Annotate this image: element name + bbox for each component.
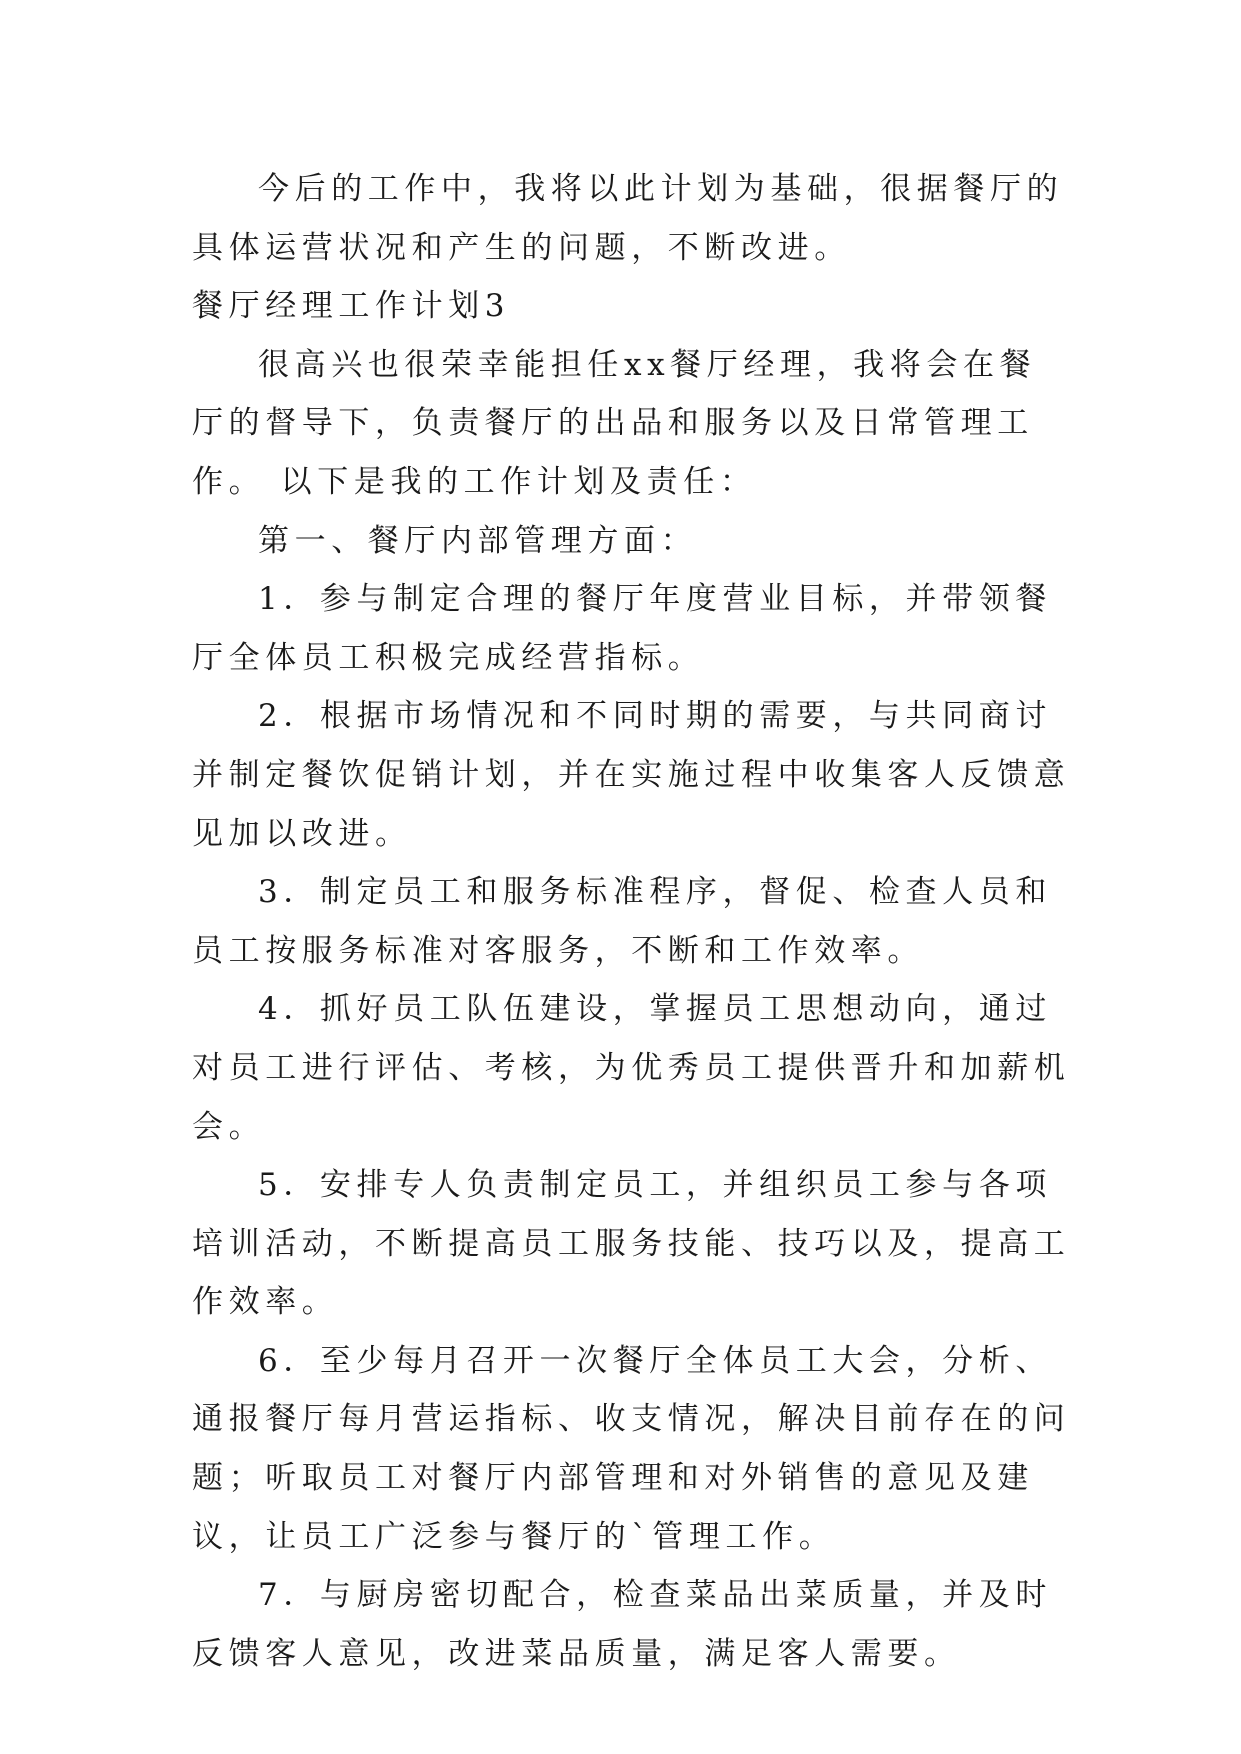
subsection-title: 第一、餐厅内部管理方面： (258, 522, 698, 559)
document-body (192, 160, 1072, 1683)
section-heading: 餐厅经理工作计划3 (192, 288, 511, 325)
list-item-4: 4．抓好员工队伍建设，掌握员工思想动向，通过对员工进行评估、考核，为优秀员工提供晋升和加薪机会。 (192, 991, 1071, 1145)
list-item-7: 7．与厨房密切配合，检查菜品出菜质量，并及时反馈客人意见，改进菜品质量，满足客人需要。 (192, 1577, 1052, 1672)
intro-paragraph: 很高兴也很荣幸能担任xx餐厅经理，我将会在餐厅的督导下，负责餐厅的出品和服务以及日常管理工作。 以下是我的工作计划及责任： (192, 346, 1037, 500)
list-item-1: 1．参与制定合理的餐厅年度营业目标，并带领餐厅全体员工积极完成经营指标。 (192, 581, 1052, 676)
list-item-6: 6．至少每月召开一次餐厅全体员工大会，分析、通报餐厅每月营运指标、收支情况，解决目前存在的问题；听取员工对餐厅内部管理和对外销售的意见及建议，让员工广泛参与餐厅的`管理工作。 (192, 1342, 1071, 1555)
list-item-5: 5．安排专人负责制定员工，并组织员工参与各项培训活动，不断提高员工服务技能、技巧以及，提高工作效率。 (192, 1167, 1071, 1321)
closing-paragraph: 今后的工作中，我将以此计划为基础，很据餐厅的具体运营状况和产生的问题，不断改进。 (192, 171, 1064, 266)
list-item-3: 3．制定员工和服务标准程序，督促、检查人员和员工按服务标准对客服务，不断和工作效率。 (192, 874, 1052, 969)
list-item-2: 2．根据市场情况和不同时期的需要，与共同商讨并制定餐饮促销计划，并在实施过程中收集客人反馈意见加以改进。 (192, 698, 1071, 852)
